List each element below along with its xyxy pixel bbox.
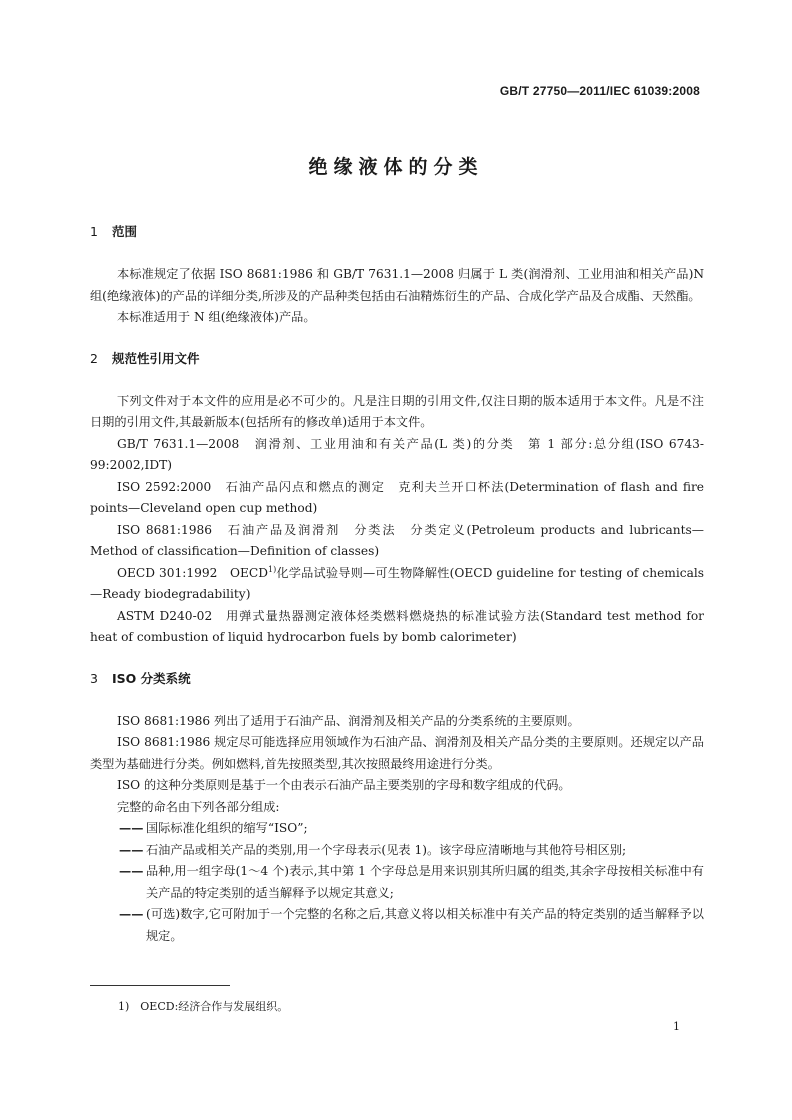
page-number: 1 [673,1020,680,1033]
section-title: ISO 分类系统 [112,670,191,686]
section-3-paragraph: 完整的命名由下列各部分组成: [117,799,280,814]
list-dash: —— [119,842,144,857]
section-number: 3 [90,670,98,686]
section-1-paragraph: 本标准规定了依据 ISO 8681:1986 和 GB/T 7631.1—2008 归属于 L 类(润滑剂、工业用油和相关产品)N 组(绝缘液体)的产品的详细分类,所涉及的产品种类包括由石油精炼衍生的产品、合成化学产品及合成酯、天然酯。 [90,267,704,303]
oecd-ref-start: OECD 301:1992 OECD [117,565,268,580]
section-2-heading [90,349,704,369]
document-title: 绝缘液体的分类 [308,156,484,178]
list-dash: —— [119,907,144,921]
section-1-paragraph: 本标准适用于 N 组(绝缘液体)产品。 [117,310,316,324]
list-item [90,818,704,840]
section-number: 1 [90,224,98,239]
section-title: 范围 [112,224,138,239]
section-2-intro: 下列文件对于本文件的应用是必不可少的。凡是注日期的引用文件,仅注日期的版本适用于本文件。凡是不注日期的引用文件,其最新版本(包括所有的修改单)适用于本文件。 [90,393,704,429]
section-3-heading [90,669,704,689]
section-number: 2 [90,350,98,366]
list-item [90,861,704,904]
list-dash: —— [119,821,144,835]
section-title: 规范性引用文件 [112,350,200,366]
reference-item: ASTM D240-02 用弹式量热器测定液体烃类燃料燃烧热的标准试验方法(Standard test method for heat of combustion of liquid hydrocarbon fuels by bomb calorimeter) [90,608,704,644]
list-item [90,904,704,947]
list-dash: —— [119,864,144,878]
oecd-ref-rest: 化学品试验导则—可生物降解性(OECD guideline for testing of chemicals—Ready biodegradability) [90,565,705,601]
document-body [90,222,704,947]
footnote-divider [90,985,230,986]
standard-code-header: GB/T 27750—2011/IEC 61039:2008 [499,84,700,98]
footnote: 1) OECD:经济合作与发展组织。 [118,1000,289,1013]
section-3-paragraph: ISO 8681:1986 规定尽可能选择应用领域作为石油产品、润滑剂及相关产品分类的主要原则。还规定以产品类型为基础进行分类。例如燃料,首先按照类型,其次按照最终用途进行分类。 [90,735,704,771]
reference-item: ISO 8681:1986 石油产品及润滑剂 分类法 分类定义(Petroleum products and lubricants—Method of classification—Definition of classes) [90,522,704,558]
reference-item: GB/T 7631.1—2008 润滑剂、工业用油和有关产品(L 类)的分类 第 1 部分:总分组(ISO 6743-99:2002,IDT) [90,436,704,472]
section-3-paragraph: ISO 的这种分类原则是基于一个由表示石油产品主要类别的字母和数字组成的代码。 [117,778,571,792]
section-3-paragraph: ISO 8681:1986 列出了适用于石油产品、润滑剂及相关产品的分类系统的主要原则。 [117,713,580,728]
list-item-text: 品种,用一组字母(1～4 个)表示,其中第 1 个字母总是用来识别其所归属的组类,其余字母按相关标准中有关产品的特定类别的适当解释予以规定其意义; [146,864,704,900]
footnote-marker[interactable]: 1) [267,564,277,574]
list-item-text: 石油产品或相关产品的类别,用一个字母表示(见表 1)。该字母应清晰地与其他符号相区别; [146,842,627,857]
list-item-text: (可选)数字,它可附加于一个完整的名称之后,其意义将以相关标准中有关产品的特定类别的适当解释予以规定。 [146,907,704,943]
list-item [90,840,704,862]
list-item-text: 国际标准化组织的缩写“ISO”; [146,821,308,835]
reference-item-oecd [90,563,704,606]
reference-item: ISO 2592:2000 石油产品闪点和燃点的测定 克利夫兰开口杯法(Determination of flash and fire points—Cleveland open cup method) [90,479,704,515]
section-1-heading [90,222,704,242]
